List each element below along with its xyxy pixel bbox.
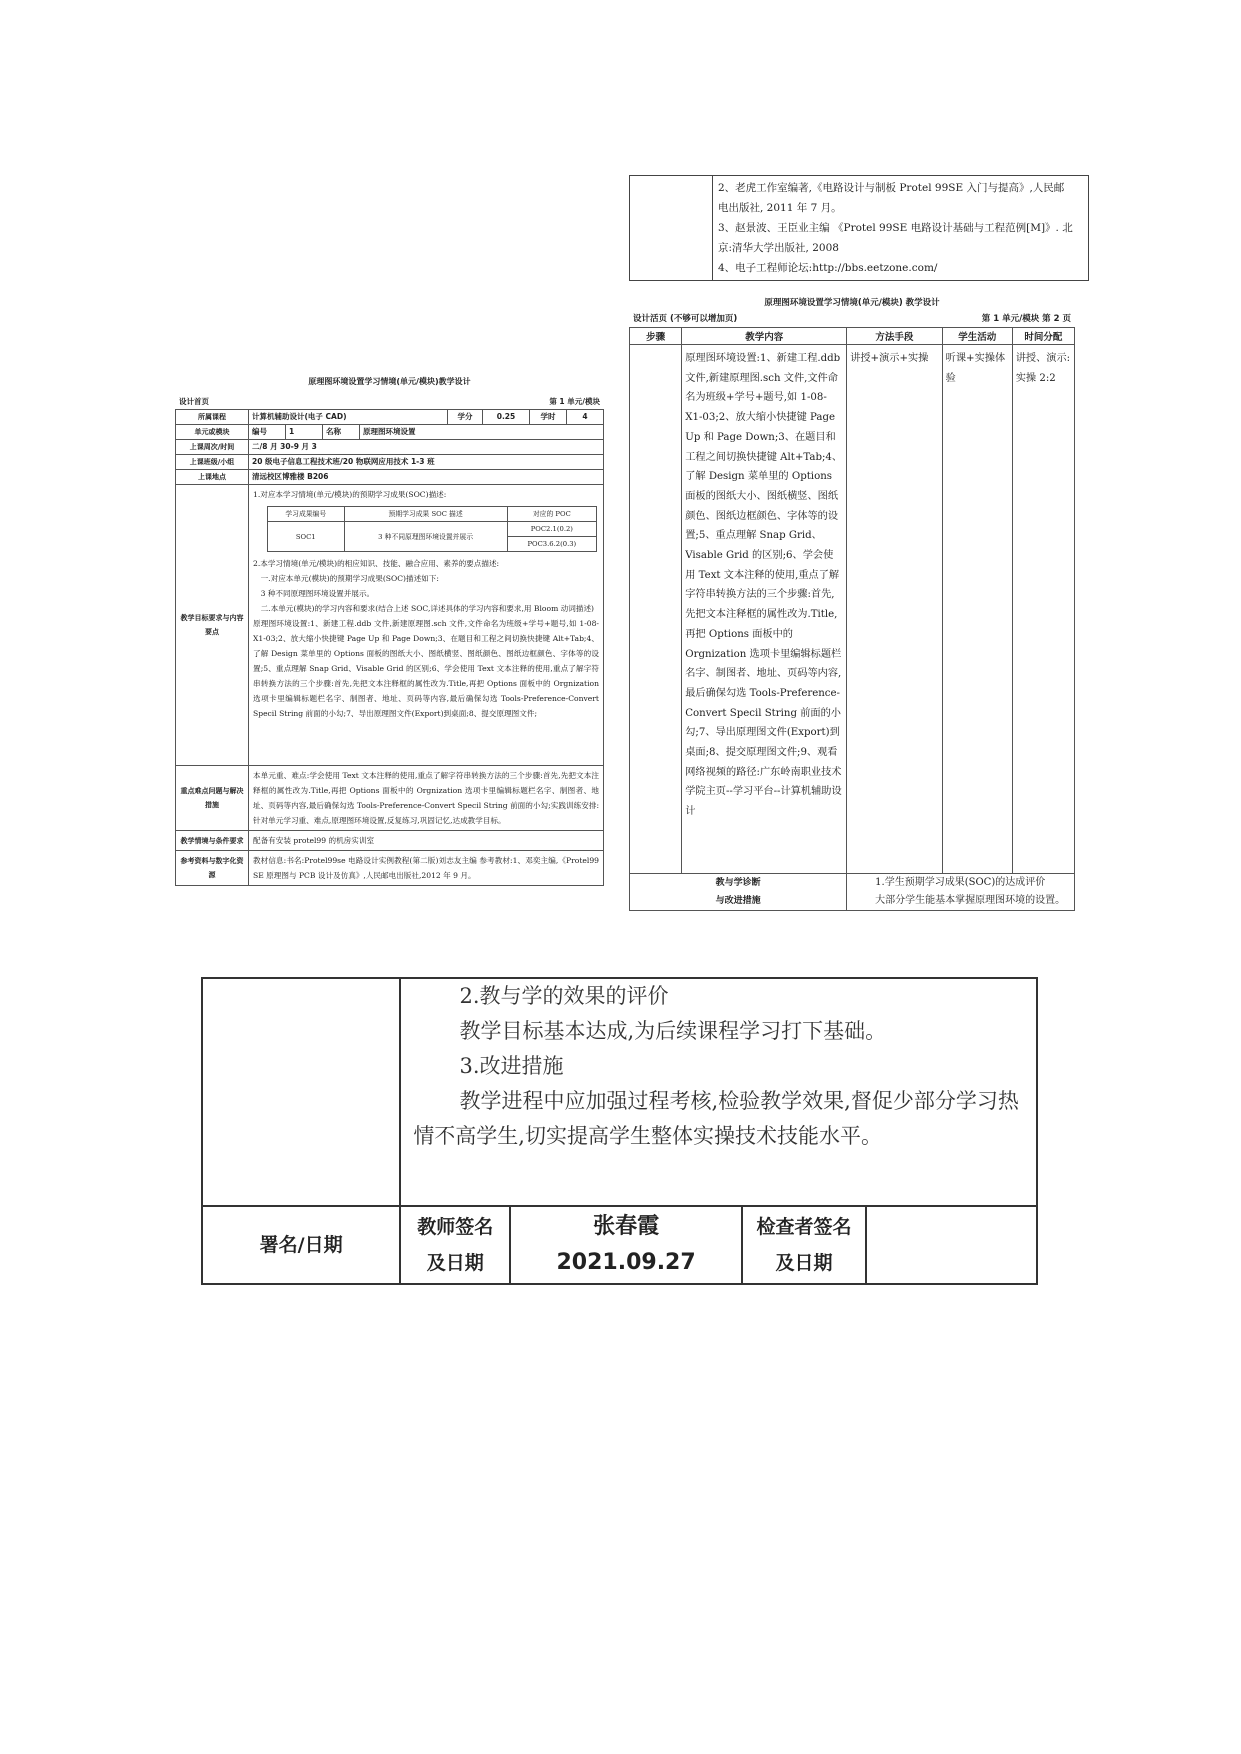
evaluation-text xyxy=(400,978,1037,1206)
page-label: 设计活页 (不够可以增加页) xyxy=(633,314,738,324)
page-header-row xyxy=(629,312,1075,327)
design-first-page xyxy=(175,375,604,886)
teacher-signature xyxy=(510,1206,742,1284)
header-activity: 学生活动 xyxy=(942,328,1012,345)
hours-label: 学时 xyxy=(530,410,567,425)
goals-cell xyxy=(249,485,604,766)
teacher-sign-label xyxy=(400,1206,510,1284)
course-label: 所属课程 xyxy=(176,410,249,425)
soc-id: SOC1 xyxy=(268,522,345,552)
soc-desc: 3 种不同原理图环境设置并展示 xyxy=(344,522,507,552)
course-value: 计算机辅助设计(电子 CAD) xyxy=(249,410,448,425)
checker-signature-cell xyxy=(866,1206,1037,1284)
key-text: 本单元重、难点:学会使用 Text 文本注释的使用,重点了解字符串转换方法的三个步骤:首先,先把文本注释框的属性改为.Title,再把 Options 面板中的 Orgnization 选项卡里编辑标题栏名字、制图者、地址、页码等内容,最后确保勾选 Tools-Preference-Convert Specil String 前面的小勾;实践训练安排:针对单元学习重、难点,原理图环境设置,反复练习,巩固记忆,达成教学目标。 xyxy=(249,766,604,831)
fragment-line: 3、赵景波、王臣业主编 《Protel 99SE 电路设计基础与工程范例[M]》. 北 xyxy=(718,222,1073,234)
unit-label: 第 1 单元/模块 第 2 页 xyxy=(981,314,1071,324)
evaluation-empty-cell xyxy=(202,978,400,1206)
checker-sign-line: 及日期 xyxy=(775,1252,833,1274)
ref-label: 参考资料与数字化资源 xyxy=(176,851,249,886)
week-label: 上课周次/时间 xyxy=(176,440,249,455)
teacher-date: 2021.09.27 xyxy=(556,1250,696,1275)
eval-para-2: 教学目标基本达成,为后续课程学习打下基础。 xyxy=(459,1019,887,1043)
soc-header-poc: 对应的 POC xyxy=(507,507,596,522)
goals-line: 一.对应本单元(模块)的预期学习成果(SOC)描述如下: xyxy=(260,574,439,583)
diagnosis-label xyxy=(630,874,847,911)
goals-line: 原理图环境设置:1、新建工程.ddb 文件,新建原理图.sch 文件,文件命名为班级+学号+题号,如 1-08-X1-03;2、放大缩小快捷键 Page Up 和 Page Down;3、在题目和工程之间切换快捷键 Alt+Tab;4、了解 Design 菜单里的 Options 面板的图纸大小、图纸横竖、图纸颜色、图纸边框颜色、字体等的设置;5、重点理解 Snap Grid、Visable Grid 的区别;6、学会使用 Text 文本注释的使用,重点了解字符串转换方法的三个步骤:首先,先把文本注释框的属性改为.Title,再把 Options 面板中的 Orgnization 选项卡里编辑标题栏名字、制图者、地址、页码等内容,最后确保勾选 Tools-Preference-Convert Specil String 前面的小勾;7、导出原理图文件(Export)到桌面;8、提交原理图文件; xyxy=(253,619,599,718)
soc-poc-2: POC3.6.2(0.3) xyxy=(507,537,596,552)
evaluation-table xyxy=(201,977,1038,1285)
key-label: 重点难点问题与解决措施 xyxy=(176,766,249,831)
design-table xyxy=(175,409,604,886)
soc-header-desc: 预期学习成果 SOC 描述 xyxy=(344,507,507,522)
goals-line: 二.本单元(模块)的学习内容和要求(结合上述 SOC,详述具体的学习内容和要求,用 Bloom 动词描述) xyxy=(260,604,595,613)
header-content: 教学内容 xyxy=(682,328,847,345)
name-label: 名称 xyxy=(323,425,360,440)
steps-table xyxy=(629,327,1075,911)
eval-heading-3: 3.改进措施 xyxy=(459,1054,564,1078)
env-label: 教学情境与条件要求 xyxy=(176,831,249,851)
goals-intro: 1.对应本学习情境(单元/模块)的预期学习成果(SOC)描述: xyxy=(253,490,447,499)
page-label: 设计首页 xyxy=(179,397,209,406)
ref-text: 教材信息:书名:Protel99se 电路设计实例教程(第二版)刘志友主编 参考教材:1、邓奕主编,《Protel99 SE 原理图与 PCB 设计及仿真》,人民邮电出版社,2012 年 9 月。 xyxy=(249,851,604,886)
fragment-line: 电出版社, 2011 年 7 月。 xyxy=(718,202,842,214)
place-label: 上课地点 xyxy=(176,470,249,485)
teacher-name: 张春霞 xyxy=(593,1214,660,1239)
hours-value: 4 xyxy=(567,410,604,425)
credit-value: 0.25 xyxy=(483,410,530,425)
header-method: 方法手段 xyxy=(847,328,943,345)
place-value: 清远校区博雅楼 B206 xyxy=(249,470,604,485)
content-cell: 原理图环境设置:1、新建工程.ddb 文件,新建原理图.sch 文件,文件命名为班级+学号+题号,如 1-08-X1-03;2、放大缩小快捷键 Page Up 和 Page Down;3、在题目和工程之间切换快捷键 Alt+Tab;4、了解 Design 菜单里的 Options 面板的图纸大小、图纸横竖、图纸颜色、图纸边框颜色、字体等的设置;5、重点理解 Snap Grid、Visable Grid 的区别;6、学会使用 Text 文本注释的使用,重点了解字符串转换方法的三个步骤:首先,先把文本注释框的属性改为.Title,再把 Options 面板中的 Orgnization 选项卡里编辑标题栏名字、制图者、地址、页码等内容,最后确保勾选 Tools-Preference-Convert Specil String 前面的小勾;7、导出原理图文件(Export)到桌面;8、提交原理图文件;9、观看网络视频的路径:广东岭南职业技术学院主页--学习平台--计算机辅助设计 xyxy=(682,345,847,874)
name-value: 原理图环境设置 xyxy=(360,425,604,440)
checker-sign-line: 检查者签名 xyxy=(756,1216,852,1238)
teacher-sign-line: 及日期 xyxy=(426,1252,484,1274)
teacher-sign-line: 教师签名 xyxy=(417,1216,494,1238)
id-value: 1 xyxy=(286,425,323,440)
fragment-reference-cell xyxy=(713,176,1089,281)
page-title: 原理图环境设置学习情境(单元/模块)教学设计 xyxy=(308,377,471,386)
unit-row-label: 单元或模块 xyxy=(176,425,249,440)
env-text: 配备有安装 protel99 的机房实训室 xyxy=(249,831,604,851)
page-header-row xyxy=(175,395,604,409)
eval-para-3: 教学进程中应加强过程考核,检验教学效果,督促少部分学习热情不高学生,切实提高学生整体实操技术技能水平。 xyxy=(413,1089,1019,1148)
design-continuation-page xyxy=(629,296,1075,911)
time-cell: 讲授、演示:实操 2:2 xyxy=(1012,345,1074,874)
diagnosis-line: 1.学生预期学习成果(SOC)的达成评价 xyxy=(875,877,1046,888)
sign-label: 署名/日期 xyxy=(202,1206,400,1284)
unit-label: 第 1 单元/模块 xyxy=(549,397,600,406)
fragment-line: 京:清华大学出版社, 2008 xyxy=(718,242,839,254)
class-value: 20 级电子信息工程技术班/20 物联网应用技术 1-3 班 xyxy=(249,455,604,470)
goals-line: 3 种不同原理图环境设置并展示。 xyxy=(260,589,375,598)
fragment-empty-cell xyxy=(630,176,713,281)
diagnosis-label-line: 教与学诊断 xyxy=(715,878,761,888)
class-label: 上课班级/小组 xyxy=(176,455,249,470)
soc-poc-1: POC2.1(0.2) xyxy=(507,522,596,537)
goals-line: 2.本学习情境(单元/模块)的相应知识、技能、融合应用、素养的要点描述: xyxy=(253,559,500,568)
id-label: 编号 xyxy=(249,425,286,440)
header-step: 步骤 xyxy=(630,328,682,345)
credit-label: 学分 xyxy=(448,410,483,425)
goals-label: 教学目标要求与内容要点 xyxy=(176,485,249,766)
soc-header-id: 学习成果编号 xyxy=(268,507,345,522)
diagnosis-label-line: 与改进措施 xyxy=(715,896,761,906)
method-cell: 讲授+演示+实操 xyxy=(847,345,943,874)
diagnosis-line: 大部分学生能基本掌握原理图环境的设置。 xyxy=(875,895,1066,906)
fragment-line: 4、电子工程师论坛:http://bbs.eetzone.com/ xyxy=(718,262,938,274)
fragment-line: 2、老虎工作室编著,《电路设计与制板 Protel 99SE 入门与提高》,人民邮 xyxy=(718,182,1065,194)
reference-fragment-table xyxy=(629,175,1089,281)
week-value: 二/8 月 30-9 月 3 xyxy=(249,440,604,455)
diagnosis-text xyxy=(847,874,1075,911)
checker-sign-label xyxy=(742,1206,866,1284)
step-cell xyxy=(630,345,682,874)
header-time: 时间分配 xyxy=(1012,328,1074,345)
page-title: 原理图环境设置学习情境(单元/模块) 教学设计 xyxy=(764,298,940,308)
soc-table xyxy=(267,506,597,552)
activity-cell: 听课+实操体验 xyxy=(942,345,1012,874)
eval-heading-2: 2.教与学的效果的评价 xyxy=(459,984,669,1008)
